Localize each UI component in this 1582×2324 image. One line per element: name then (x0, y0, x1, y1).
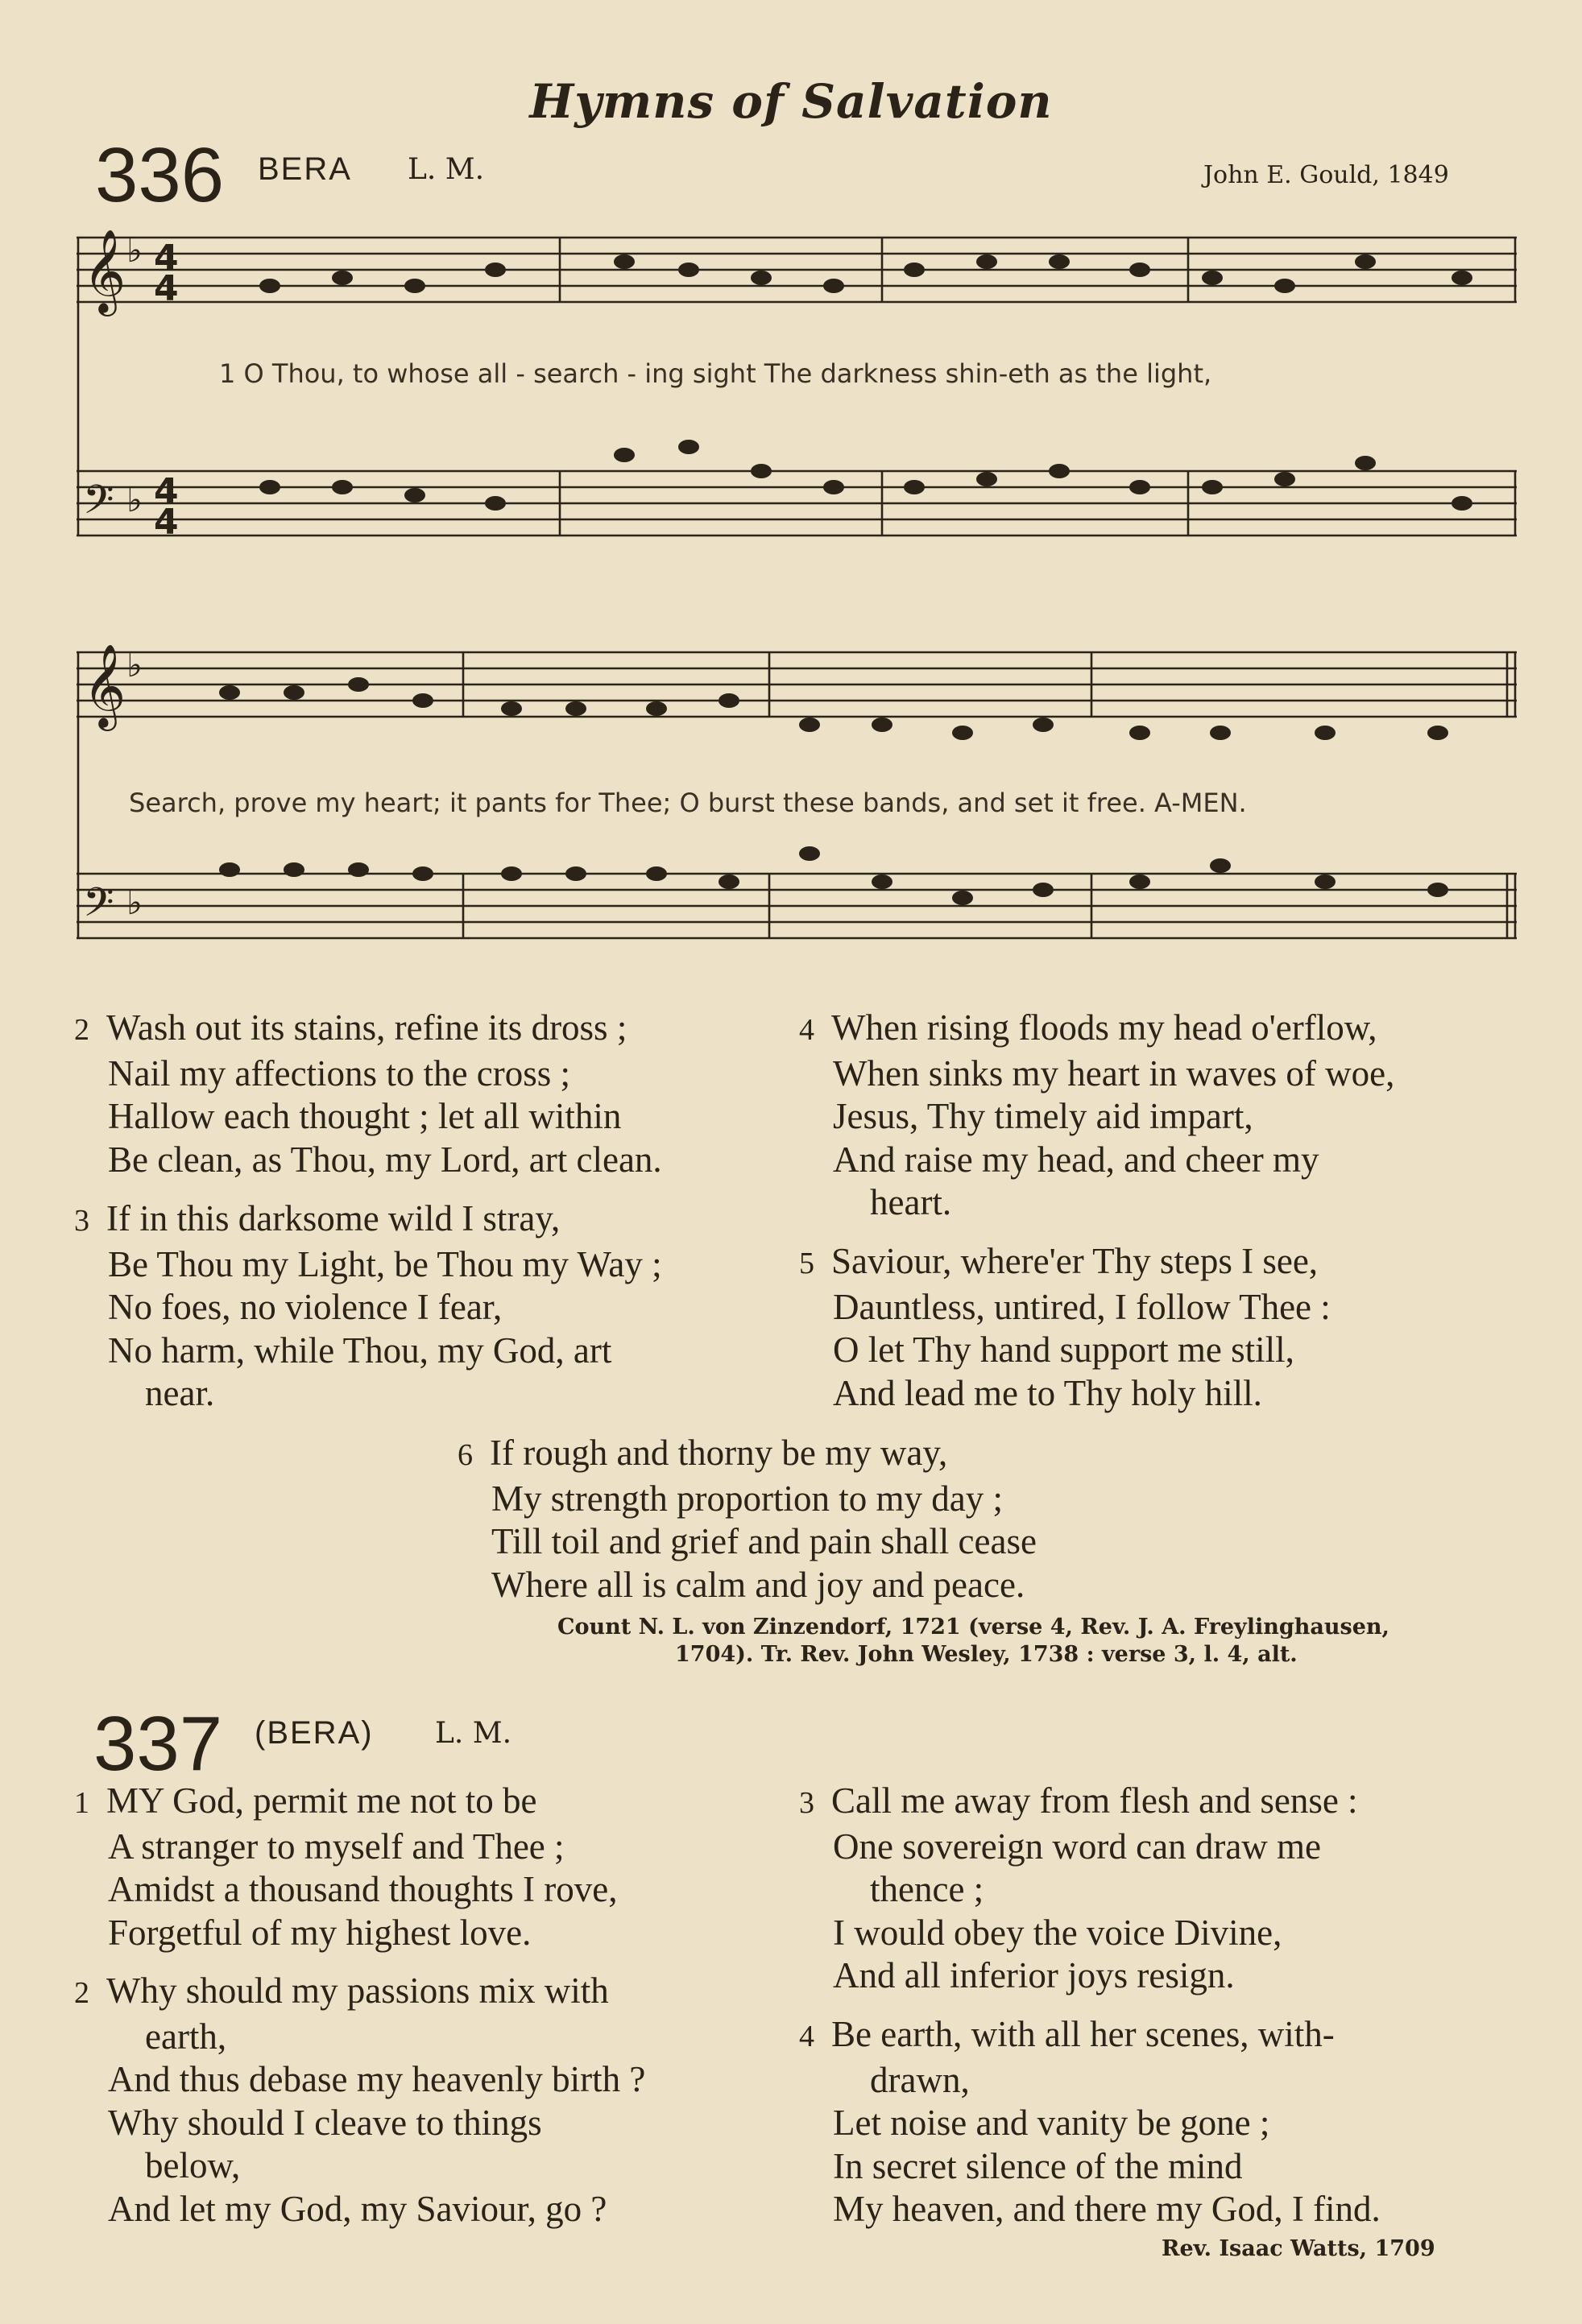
hymn-336-lyric-line-2: Search, prove my heart; it pants for Thee; O burst these bands, and set it free. A-MEN. (129, 788, 1247, 818)
hymn-337-tune: (BERA) (255, 1715, 374, 1751)
bass-staff-2 (77, 874, 1517, 938)
svg-text:4: 4 (154, 268, 179, 309)
svg-text:4: 4 (154, 471, 179, 512)
bass-clef-icon: 𝄢 (83, 879, 114, 936)
music-score-system-1 (77, 205, 1518, 584)
verse-number: 5 (799, 1247, 814, 1280)
verse-number: 2 (74, 1013, 89, 1047)
hymn-336-credit-line-1: Count N. L. von Zinzendorf, 1721 (verse 4, Rev. J. A. Freylinghausen, (557, 1615, 1389, 1640)
hymn-337-verse-3: 3 Call me away from flesh and sense : One sovereign word can draw me thence ; I would obey the voice Divine, And all inferior joys resign. (799, 1780, 1358, 1995)
verse-number: 2 (74, 1976, 89, 2010)
bass-staff-1 (77, 471, 1517, 536)
treble-notes-1 (259, 254, 1472, 293)
verse-number: 3 (799, 1786, 814, 1820)
treble-clef-icon: 𝄞 (83, 643, 126, 728)
hymn-336-verse-2: 2 Wash out its stains, refine its dross ; Nail my affections to the cross ; Hallow each thought ; let all within Be clean, as Thou, my Lord, art clean. (74, 1007, 662, 1180)
hymn-337-credit: Rev. Isaac Watts, 1709 (1162, 2236, 1435, 2261)
treble-notes-2 (219, 677, 1448, 740)
flat-sign-icon: ♭ (126, 480, 143, 519)
hymn-336-verse-4: 4 When rising floods my head o'erflow, When sinks my heart in waves of woe, Jesus, Thy timely aid impart, And raise my head, and cheer my heart. (799, 1007, 1395, 1222)
treble-clef-icon: 𝄞 (83, 229, 126, 313)
hymn-336-verse-6: 6 If rough and thorny be my way, My strength proportion to my day ; Till toil and grief and pain shall cease Where all is calm and joy and peace. (458, 1433, 1037, 1605)
svg-text:4: 4 (154, 238, 179, 279)
hymn-336-tune: BERA (258, 151, 352, 187)
verse-number: 1 (74, 1786, 89, 1820)
hymn-336-verse-5: 5 Saviour, where'er Thy steps I see, Dauntless, untired, I follow Thee : O let Thy hand support me still, And lead me to Thy holy hill. (799, 1241, 1331, 1413)
flat-sign-icon: ♭ (126, 230, 143, 270)
hymn-337-meter: L. M. (435, 1717, 512, 1750)
treble-staff-1 (77, 238, 1517, 302)
bass-notes-1 (259, 440, 1472, 511)
verse-number: 6 (458, 1438, 473, 1472)
hymn-336-credit-line-2: 1704). Tr. Rev. John Wesley, 1738 : verse 3, l. 4, alt. (675, 1642, 1298, 1667)
verse-number: 3 (74, 1204, 89, 1238)
verse-number: 4 (799, 1013, 814, 1047)
hymn-337-verse-4: 4 Be earth, with all her scenes, with- drawn, Let noise and vanity be gone ; In secret silence of the mind My heaven, and there my God, I find. (799, 2014, 1381, 2229)
hymn-336-verse-3: 3 If in this darksome wild I stray, Be Thou my Light, be Thou my Way ; No foes, no violence I fear, No harm, while Thou, my God, art near. (74, 1198, 662, 1413)
hymn-336-composer: John E. Gould, 1849 (1203, 161, 1449, 189)
hymn-336-lyric-line-1: 1 O Thou, to whose all - search - ing sight The darkness shin-eth as the light, (219, 358, 1212, 389)
bass-clef-icon: 𝄢 (83, 477, 114, 533)
hymn-337-verse-1: 1 MY God, permit me not to be A stranger to myself and Thee ; Amidst a thousand thoughts I rove, Forgetful of my highest love. (74, 1780, 618, 1953)
hymn-336-meter: L. M. (408, 153, 485, 186)
treble-staff-2 (77, 652, 1517, 717)
hymn-337-verse-2: 2 Why should my passions mix with earth, And thus debase my heavenly birth ? Why should I cleave to things below, And let my God, my Saviour, go ? (74, 1970, 646, 2229)
running-head: Hymns of Salvation (529, 74, 1053, 129)
svg-text:4: 4 (154, 502, 179, 543)
hymn-336-number: 336 (95, 132, 225, 218)
bass-notes-2 (219, 846, 1448, 905)
hymn-337-number: 337 (93, 1701, 223, 1787)
flat-sign-icon: ♭ (126, 883, 143, 922)
verse-number: 4 (799, 2020, 814, 2053)
flat-sign-icon: ♭ (126, 645, 143, 684)
